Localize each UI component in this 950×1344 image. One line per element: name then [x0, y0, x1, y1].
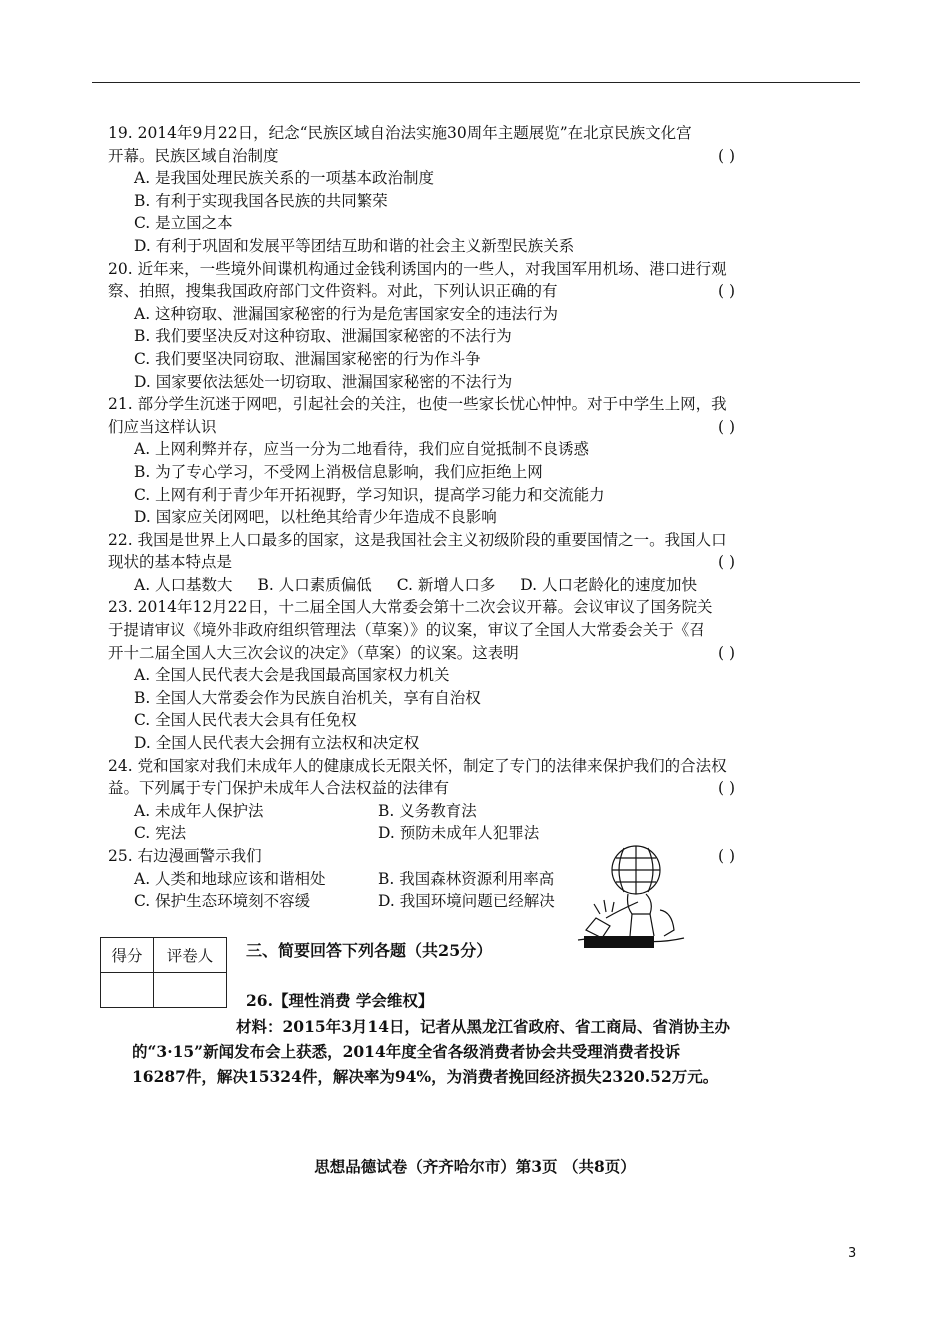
question-23 [108, 596, 798, 754]
question-24-line-2: 益。下列属于专门保护未成年人合法权益的法律有 [108, 779, 450, 798]
score-header: 得分 [101, 938, 154, 973]
option-23-d: D. 全国人民代表大会拥有立法权和决定权 [134, 734, 420, 753]
grader-cell[interactable] [154, 973, 227, 1008]
question-23-line-1: 23. 2014年12月22日，十二届全国人大常委会第十二次会议开幕。会议审议了国务院关 [108, 598, 713, 617]
option-25-c: C. 保护生态环境刻不容缓 [134, 892, 311, 911]
option-22-d: D. 人口老龄化的速度加快 [520, 575, 698, 594]
material-line-2: 的“3·15”新闻发布会上获悉，2014年度全省各级消费者协会共受理消费者投诉 [132, 1042, 681, 1061]
question-25-line-1: 25. 右边漫画警示我们 [108, 847, 262, 865]
material-line-1: 材料：2015年3月14日，记者从黑龙江省政府、省工商局、省消协主办 [236, 1017, 730, 1036]
question-22 [108, 529, 798, 597]
option-23-c: C. 全国人民代表大会具有任免权 [134, 711, 357, 730]
question-19 [108, 122, 798, 258]
material-line-3: 16287件，解决15324件，解决率为94%，为消费者挽回经济损失2320.52万元。 [132, 1067, 719, 1086]
option-24-c: C. 宪法 [134, 824, 187, 843]
section-title: 三、简要回答下列各题（共25分） [246, 941, 493, 960]
question-21-line-1: 21. 部分学生沉迷于网吧，引起社会的关注，也使一些家长忧心忡忡。对于中学生上网，我 [108, 395, 727, 414]
option-20-b: B. 我们要坚决反对这种窃取、泄漏国家秘密的不法行为 [134, 327, 512, 346]
answer-blank-22: ( ) [718, 553, 736, 572]
option-20-a: A. 这种窃取、泄漏国家秘密的行为是危害国家安全的违法行为 [134, 304, 559, 323]
option-23-a: A. 全国人民代表大会是我国最高国家权力机关 [134, 666, 450, 685]
options-22 [108, 574, 798, 597]
option-22-b: B. 人口素质偏低 [257, 575, 372, 594]
option-22-a: A. 人口基数大 [134, 575, 233, 594]
question-24-line-1: 24. 党和国家对我们未成年人的健康成长无限关怀，制定了专门的法律来保护我们的合法权 [108, 756, 727, 775]
answer-blank-21: ( ) [718, 417, 736, 436]
page-footer: 思想品德试卷（齐齐哈尔市）第3页 （共8页） [314, 1157, 636, 1176]
answer-blank-24: ( ) [718, 779, 736, 798]
question-19-line-2: 开幕。民族区域自治制度 [108, 146, 279, 165]
option-19-d: D. 有利于巩固和发展平等团结互助和谐的社会主义新型民族关系 [134, 236, 575, 255]
option-21-a: A. 上网利弊并存，应当一分为二地看待，我们应自觉抵制不良诱惑 [134, 440, 590, 459]
question-23-line-2: 于提请审议《境外非政府组织管理法（草案）》的议案，审议了全国人大常委会关于《召 [108, 621, 705, 640]
answer-blank-19: ( ) [718, 146, 736, 165]
option-21-c: C. 上网有利于青少年开拓视野，学习知识，提高学习能力和交流能力 [134, 485, 605, 504]
question-20-line-1: 20. 近年来，一些境外间谍机构通过金钱利诱国内的一些人，对我国军用机场、港口进行观 [108, 259, 727, 278]
question-19-line-1: 19. 2014年9月22日，纪念“民族区域自治法实施30周年主题展览”在北京民族文化宫 [108, 124, 692, 142]
question-21-line-2: 们应当这样认识 [108, 417, 217, 436]
option-25-a: A. 人类和地球应该和谐相处 [134, 869, 326, 888]
option-21-b: B. 为了专心学习，不受网上消极信息影响，我们应拒绝上网 [134, 462, 543, 481]
option-25-d: D. 我国环境问题已经解决 [378, 892, 555, 911]
questions-section [108, 122, 798, 913]
option-19-a: A. 是我国处理民族关系的一项基本政治制度 [134, 169, 435, 188]
option-24-a: A. 未成年人保护法 [134, 801, 264, 820]
question-23-line-3: 开十二届全国人大三次会议的决定》（草案）的议案。这表明 [108, 643, 519, 662]
option-19-c: C. 是立国之本 [134, 214, 233, 233]
option-19-b: B. 有利于实现我国各民族的共同繁荣 [134, 191, 388, 210]
question-25 [108, 845, 798, 913]
score-cell[interactable] [101, 973, 154, 1008]
question-24 [108, 755, 798, 845]
score-table [100, 937, 227, 1008]
header-rule [92, 82, 860, 83]
option-25-b: B. 我国森林资源利用率高 [378, 869, 555, 888]
cartoon-illustration [576, 840, 688, 950]
option-20-d: D. 国家要依法惩处一切窃取、泄漏国家秘密的不法行为 [134, 372, 513, 391]
answer-blank-23: ( ) [718, 643, 736, 662]
grader-header: 评卷人 [154, 938, 227, 973]
question-22-line-2: 现状的基本特点是 [108, 553, 233, 572]
option-21-d: D. 国家应关闭网吧，以杜绝其给青少年造成不良影响 [134, 508, 497, 527]
answer-blank-20: ( ) [718, 282, 736, 301]
option-20-c: C. 我们要坚决同窃取、泄漏国家秘密的行为作斗争 [134, 349, 481, 368]
option-24-b: B. 义务教育法 [378, 801, 477, 820]
option-22-c: C. 新增人口多 [396, 575, 496, 594]
question-20-line-2: 察、拍照，搜集我国政府部门文件资料。对此，下列认识正确的有 [108, 282, 558, 301]
question-20 [108, 258, 798, 394]
question-22-line-1: 22. 我国是世界上人口最多的国家，这是我国社会主义初级阶段的重要国情之一。我国人口 [108, 530, 727, 549]
question-26-material [132, 1014, 812, 1089]
option-24-d: D. 预防未成年人犯罪法 [378, 824, 540, 843]
option-23-b: B. 全国人大常委会作为民族自治机关，享有自治权 [134, 688, 481, 707]
question-21 [108, 393, 798, 529]
page-number: 3 [848, 1246, 857, 1261]
answer-blank-25: ( ) [718, 847, 736, 865]
question-26-heading: 26.【理性消费 学会维权】 [246, 991, 434, 1010]
